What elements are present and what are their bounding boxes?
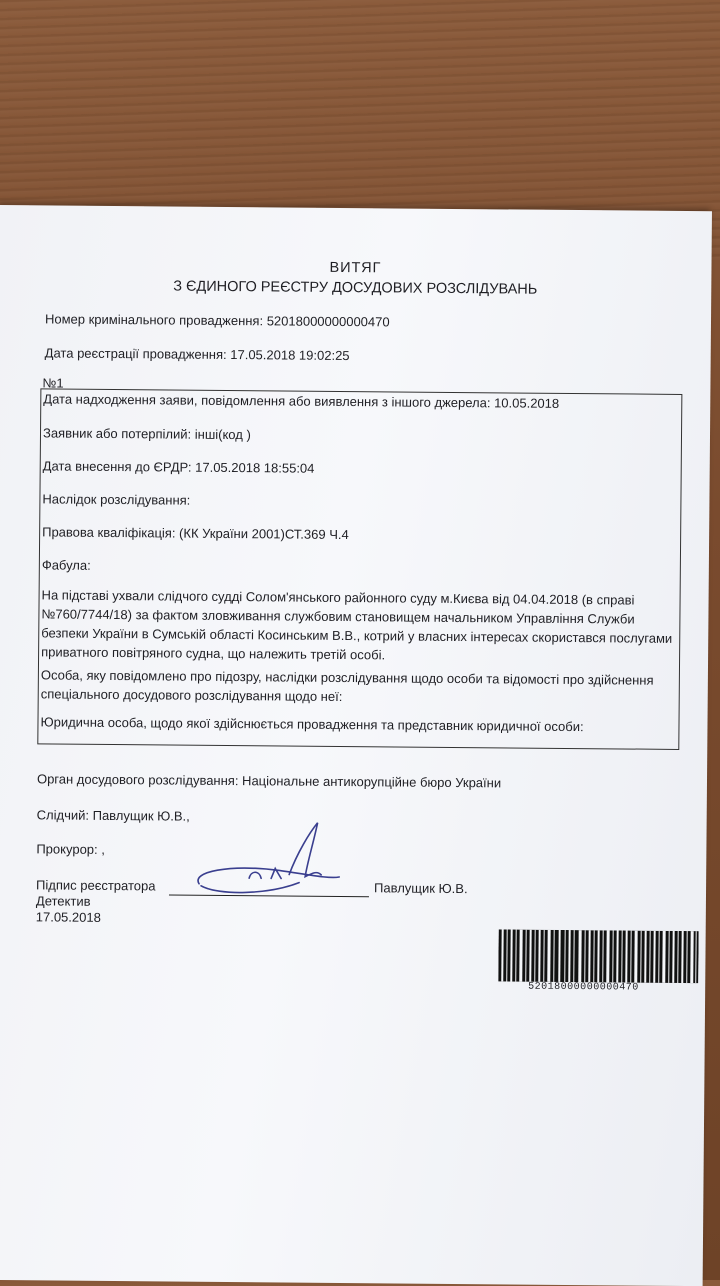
- entry-box: [37, 388, 682, 750]
- registrar-label: Підпис реєстратора: [36, 877, 156, 894]
- investigator: Слідчий: Павлущик Ю.В.,: [36, 807, 190, 824]
- handwritten-signature: [189, 812, 360, 903]
- entry-number: №1: [42, 375, 64, 391]
- registration-date: Дата реєстрації провадження: 17.05.2018 19:02:25: [44, 345, 350, 364]
- received-date: Дата надходження заяви, повідомлення або виявлення з іншого джерела: 10.05.2018: [43, 391, 560, 411]
- registrar-position: Детектив: [35, 893, 91, 909]
- registrar-name: Павлущик Ю.В.: [373, 880, 468, 897]
- sign-date: 17.05.2018: [35, 909, 101, 925]
- document-subtitle: З ЄДИНОГО РЕЄСТРУ ДОСУДОВИХ РОЗСЛІДУВАНЬ: [173, 278, 538, 298]
- applicant: Заявник або потерпілий: інші(код ): [42, 425, 251, 443]
- case-number: Номер кримінального провадження: 52018000000000470: [44, 311, 390, 330]
- barcode-number: 52018000000000470: [528, 981, 639, 994]
- legal-qualification: Правова кваліфікація: (КК України 2001)СТ.369 Ч.4: [42, 524, 349, 543]
- investigation-body: Орган досудового розслідування: Національне антикорупційне бюро України: [36, 771, 502, 791]
- fabula-label: Фабула:: [41, 557, 91, 573]
- legal-entity: Юридична особа, щодо якої здійснюється провадження та представник юридичної особи:: [40, 714, 584, 735]
- prosecutor: Прокурор: ,: [36, 841, 105, 857]
- fabula-text: На підставі ухвали слідчого судді Солом'янського районного суду м.Києва від 04.04.2018 (в справі №760/7744/18) за фактом зловживання службовим становищем начальником Управління Служби безпеки України в Сумській області Косинським В.В., котрий у власних інтересах скористався послугами приватного повітряного судна, що належить третій особі.: [41, 587, 673, 663]
- erdr-date: Дата внесення до ЄРДР: 17.05.2018 18:55:04: [42, 458, 315, 476]
- investigation-result: Наслідок розслідування:: [42, 491, 191, 508]
- suspect-info: Особа, яку повідомлено про підозру, наслідки розслідування щодо особи та відомості про здійснення спеціального досудового розслідування щодо неї:: [40, 667, 654, 705]
- document-page: [0, 205, 712, 1286]
- document-title: ВИТЯГ: [329, 259, 382, 277]
